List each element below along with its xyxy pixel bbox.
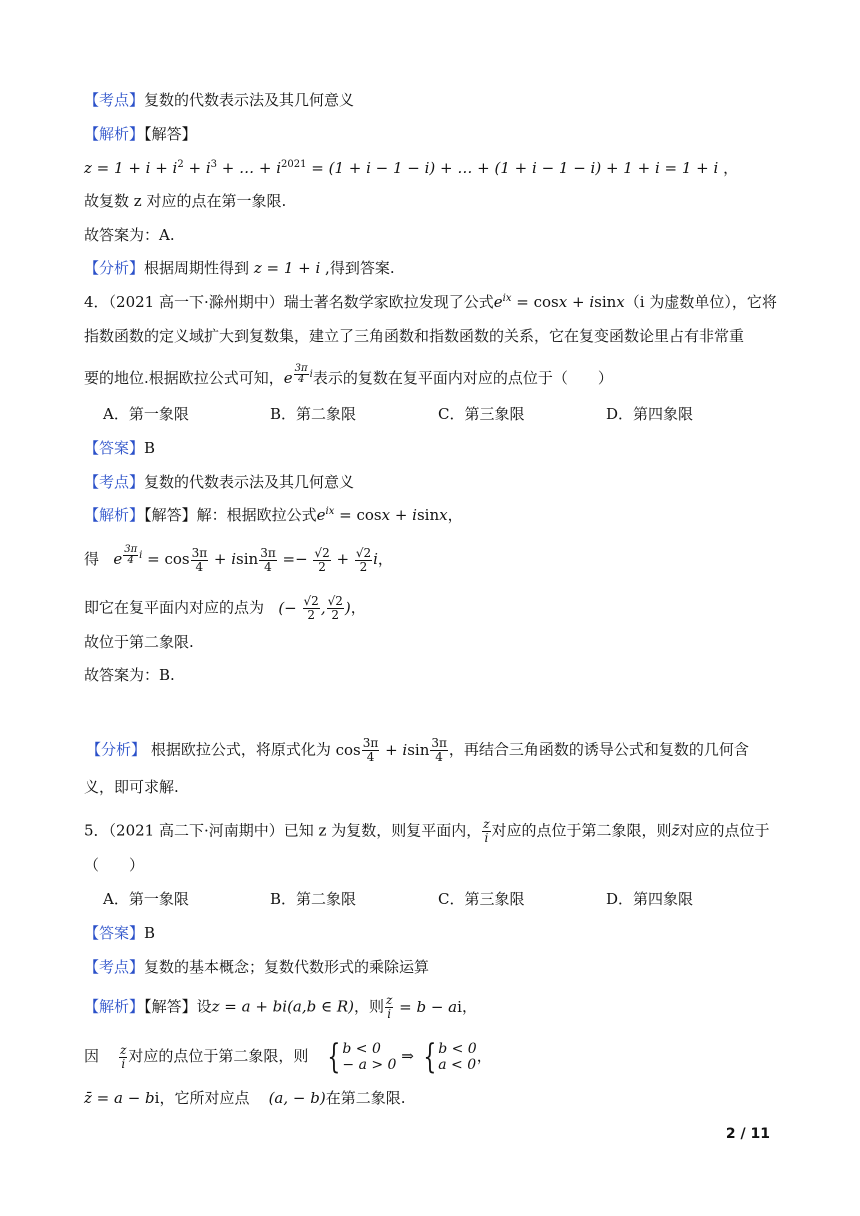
q4-stem-line1: 4．（2021 高一下·滁州期中）瑞士著名数学家欧拉发现了公式$e^{ix} = \cos x + isinx(i$ 为虚数单位），它将 [84, 293, 777, 311]
q4-answer: B [144, 439, 156, 457]
q4-stem-line3: 要的地位.根据欧拉公式可知，e $^{\frac{3\pi}{4} i}$表示的复数在复平面内对应的点位于（ ） [84, 363, 613, 387]
q4-option-a: A．第一象限 [103, 405, 189, 423]
q5-because-line: 因 $\frac{z}{i}$ 对应的点位于第二象限，则 { b < 0 − a > 0 ⇒ { b < 0 a < 0， [84, 1037, 492, 1077]
q5-option-b: B．第二象限 [270, 890, 357, 908]
kaodian-tag: 【考点】 [84, 91, 145, 109]
q5-stem-line2: （ ） [84, 856, 145, 874]
q4-final-answer: 故答案为：B. [84, 666, 175, 684]
q5-jiexi-line: 【解析】【解答】设z = a + bi(a,b ∈ R)，则 $\frac{z}{i}$ = b − ai， [84, 993, 477, 1021]
q5-source: （2021 高二下·河南期中） [108, 821, 284, 840]
q4-fenxi-cont: 义，即可求解. [84, 778, 179, 796]
q4-derivation: 得 e $^{\frac{3\pi}{4} i}$ = cos $\frac{3\pi}{4}$ + isin $\frac{3\pi}{4}$ =− $\frac{√2}{2}$ + $\frac{√2}{2}$ i， [84, 544, 393, 574]
q4-option-b: B．第二象限 [270, 405, 357, 423]
q4-fenxi-line: 【分析】 根据欧拉公式，将原式化为 cos $\frac{3\pi}{4}$ + isin $\frac{3\pi}{4}$ ，再结合三角函数的诱导公式和复数的几何含 [86, 736, 749, 764]
q5-option-c: C．第三象限 [438, 890, 525, 908]
q3-fenxi-line: 【分析】根据周期性得到 z = 1 + i ,得到答案. [84, 259, 395, 277]
kaodian-text: 复数的代数表示法及其几何意义 [144, 91, 355, 109]
q5-option-a: A．第一象限 [103, 890, 189, 908]
q3-final-answer: 故答案为：A. [84, 226, 175, 244]
q3-kaodian-line [84, 90, 354, 110]
q3-equation: $z = 1 + i + i^2 + i^3$ + … + $i^{2021} = (1 + i - 1 - i)$ + … + (1 + i − 1 − i) + 1 + i = 1 + i ， [84, 159, 739, 177]
q3-conclusion: 故复数 z 对应的点在第一象限. [84, 192, 287, 210]
jiexi-tag: 【解析】 [84, 125, 145, 143]
q3-jiexi-line: 【解析】【解答】 [84, 125, 197, 143]
q5-option-d: D．第四象限 [606, 890, 694, 908]
q4-jiexi-line: 【解析】【解答】解：根据欧拉公式$e^{ix} = \cos x + isinx$， [84, 506, 463, 524]
q4-answer-line: 【答案】B [84, 439, 156, 457]
q5-conclusion-line: z̄ = a − bi，它所对应点 (a, − b)在第二象限. [84, 1089, 406, 1107]
q4-option-c: C．第三象限 [438, 405, 525, 423]
q4-source: （2021 高一下·滁州期中） [108, 293, 284, 311]
q4-result: 故位于第二象限. [84, 633, 194, 651]
q4-kaodian-line: 【考点】复数的代数表示法及其几何意义 [84, 473, 355, 491]
q5-kaodian-line: 【考点】复数的基本概念；复数代数形式的乘除运算 [84, 958, 430, 976]
jieda-tag: 解答 [151, 125, 182, 143]
q5-stem-line1: 5．（2021 高二下·河南期中）已知 z 为复数，则复平面内， $\frac{z}{i}$ 对应的点位于第二象限，则z̄对应的点位于 [84, 817, 770, 845]
inequality-system: { b < 0 − a > 0 ⇒ { b < 0 a < 0 [327, 1037, 477, 1077]
q4-option-d: D．第四象限 [606, 405, 694, 423]
q5-answer-line: 【答案】B [84, 924, 156, 942]
q4-stem-line2: 指数函数的定义域扩大到复数集，建立了三角函数和指数函数的关系，它在复变函数论里占有非常重 [84, 327, 745, 345]
q4-point-line: 即它在复平面内对应的点为 (− $\frac{√2}{2}$ , $\frac{√2}{2}$ )， [84, 594, 366, 622]
page-number: 2 / 11 [725, 1126, 770, 1142]
fenxi-tag: 【分析】 [84, 259, 145, 277]
euler-expression: e $^{\frac{3\pi}{4} i}$ [283, 363, 313, 387]
q5-answer: B [144, 924, 156, 942]
